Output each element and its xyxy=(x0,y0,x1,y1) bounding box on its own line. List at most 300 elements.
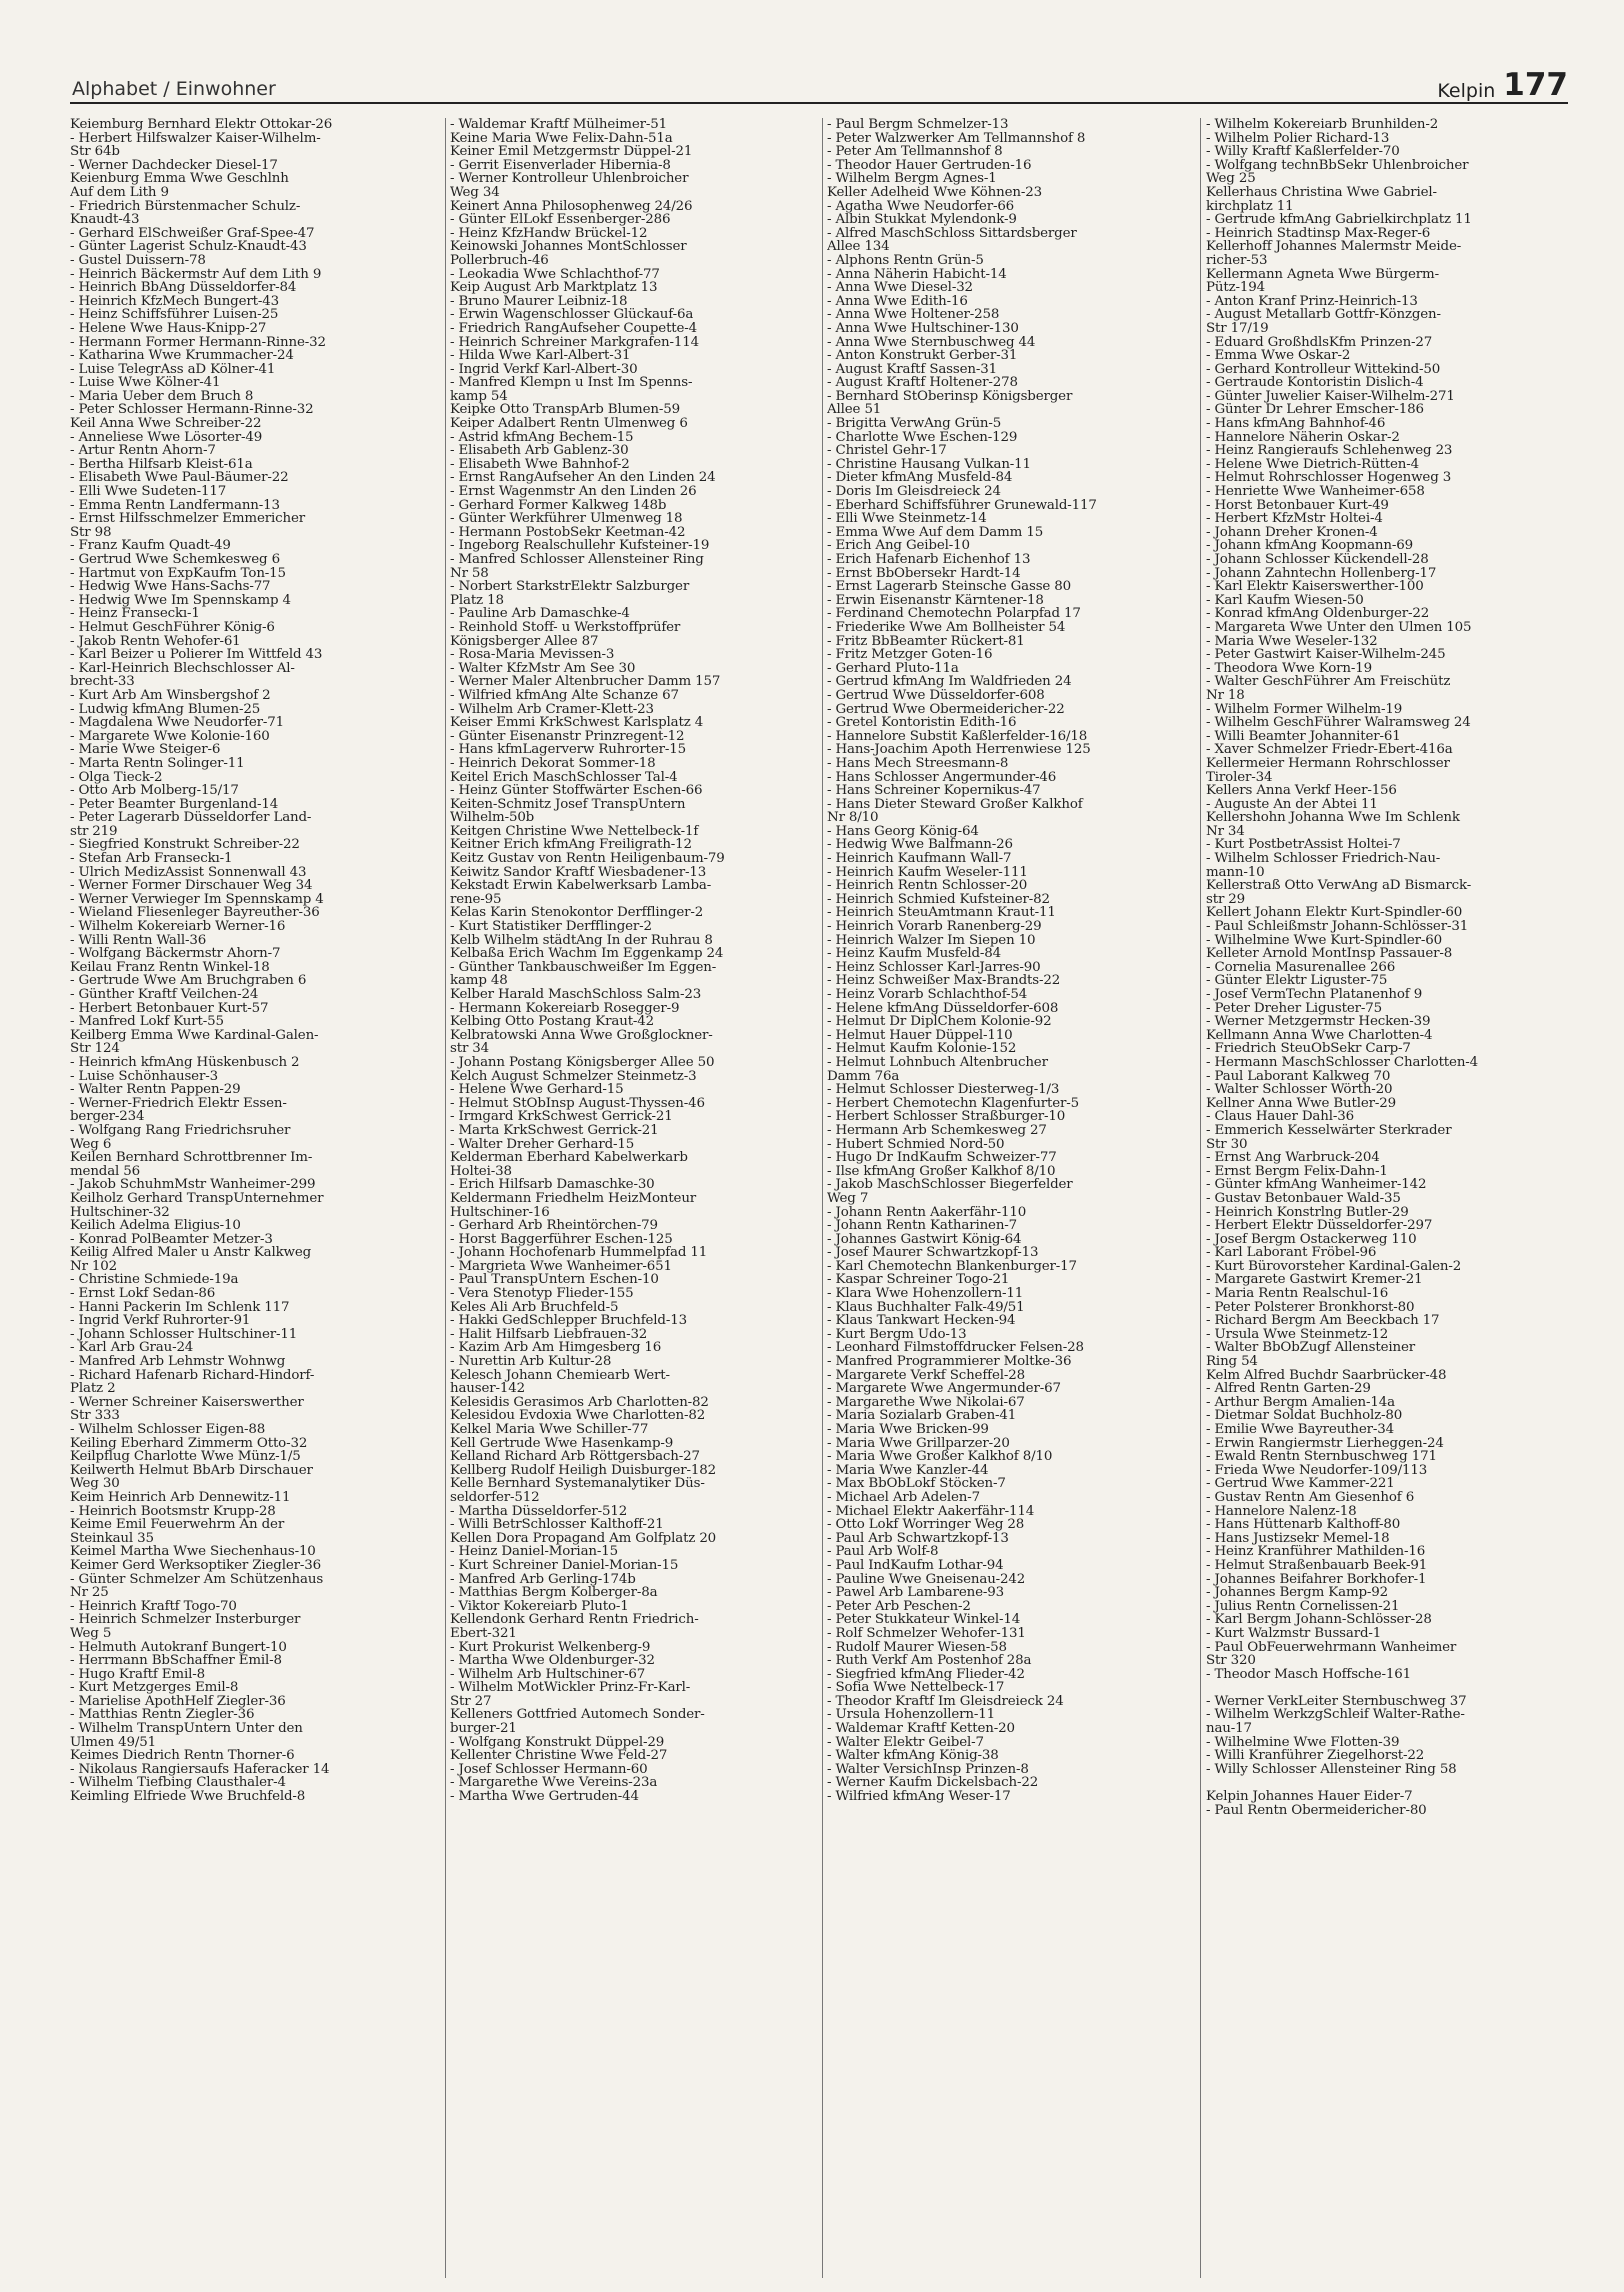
directory-entry: Keine Maria Wwe Felix-Dahn-51a xyxy=(450,131,673,146)
directory-entry: - Nurettin Arb Kultur-28 xyxy=(450,1355,612,1369)
directory-entry: - Heinrich KfzMech Bungert-43 xyxy=(70,294,279,309)
directory-entry: - Erwin Rangiermstr Lierheggen-24 xyxy=(1206,1436,1444,1451)
directory-entry: - Julius Rentn Cornelissen-21 xyxy=(1206,1599,1400,1614)
directory-entry: - Bertha Hilfsarb Kleist-61a xyxy=(70,457,253,472)
directory-entry: Str 333 xyxy=(70,1409,120,1423)
directory-entry: kamp 54 xyxy=(450,389,508,404)
directory-entry: - Elli Wwe Steinmetz-14 xyxy=(827,512,987,526)
directory-entry: - Maria Sozialarb Graben-41 xyxy=(827,1409,1017,1423)
directory-entry: rene-95 xyxy=(450,892,502,907)
directory-entry: - Werner-Friedrich Elektr Essen- xyxy=(70,1096,287,1111)
directory-entry: - Karl Elektr Kaiserswerther-100 xyxy=(1206,580,1424,594)
directory-entry: Allee 134 xyxy=(827,240,890,254)
directory-entry: - Stefan Arb Franseckı-1 xyxy=(70,852,233,866)
directory-entry: - Xaver Schmelzer Friedr-Ebert-416a xyxy=(1206,743,1453,757)
directory-entry: - Wilfried kfmAng Weser-17 xyxy=(827,1790,1011,1804)
directory-entry: - Ernst RangAufseher An den Linden 24 xyxy=(450,471,716,486)
directory-entry: - Elli Wwe Sudeten-117 xyxy=(70,485,227,499)
directory-entry: - Ursula Wwe Steinmetz-12 xyxy=(1206,1327,1389,1342)
directory-entry: - Karl Arb Grau-24 xyxy=(70,1341,194,1356)
directory-entry: - Ernst Lagerarb Steinsche Gasse 80 xyxy=(827,580,1072,594)
directory-entry: - Ingrid Verkf Ruhrorter-91 xyxy=(70,1314,251,1328)
directory-entry: - Waldemar Kraftf Mülheimer-51 xyxy=(450,118,667,132)
directory-entry: - Ingrid Verkf Karl-Albert-30 xyxy=(450,362,638,377)
directory-entry: - Wieland Fliesenleger Bayreuther-36 xyxy=(70,906,320,921)
directory-entry: Tiroler-34 xyxy=(1206,770,1273,785)
directory-entry: - Hans Mech Streesmann-8 xyxy=(827,756,1009,771)
directory-entry: - Hannelore Substit Kaßlerfelder-16/18 xyxy=(827,729,1088,744)
directory-entry: Ebert-321 xyxy=(450,1626,517,1641)
directory-entry: Kelesidis Gerasimos Arb Charlotten-82 xyxy=(450,1395,709,1410)
directory-entry: Kellershohn Johanna Wwe Im Schlenk xyxy=(1206,811,1460,825)
directory-entry: - Hartmut von ExpKaufm Ton-15 xyxy=(70,566,286,581)
directory-entry: seldorfer-512 xyxy=(450,1490,540,1505)
section-title: Alphabet / Einwohner xyxy=(72,78,276,100)
directory-entry: - Kurt Bürovorsteher Kardinal-Galen-2 xyxy=(1206,1259,1462,1274)
directory-entry: - Werner Kaufm Dickelsbach-22 xyxy=(827,1776,1039,1791)
directory-entry: - Kaspar Schreiner Togo-21 xyxy=(827,1273,1010,1288)
directory-entry: - Erich Ang Geibel-10 xyxy=(827,539,970,553)
directory-entry: Kellermeier Hermann Rohrschlosser xyxy=(1206,756,1450,771)
directory-entry: - Herbert Betonbauer Kurt-57 xyxy=(70,1001,269,1016)
directory-entry: - Elisabeth Wwe Bahnhof-2 xyxy=(450,457,630,472)
column-4 xyxy=(1206,118,1568,2278)
directory-entry: - Leonhard Filmstoffdrucker Felsen-28 xyxy=(827,1341,1084,1356)
directory-entry: - Arthur Bergm Amalien-14a xyxy=(1206,1395,1395,1410)
directory-entry: - Michael Arb Adelen-7 xyxy=(827,1490,980,1505)
directory-entry: - Otto Arb Molberg-15/17 xyxy=(70,784,239,798)
directory-entry: - Hanni Packerin Im Schlenk 117 xyxy=(70,1300,290,1315)
directory-entry: - Fritz BbBeamter Rückert-81 xyxy=(827,634,1025,649)
directory-entry: - Johann Postang Königsberger Allee 50 xyxy=(450,1055,715,1070)
directory-entry: - Herbert Schlosser Straßburger-10 xyxy=(827,1110,1066,1124)
directory-entry: - Heinrich SteuAmtmann Kraut-11 xyxy=(827,906,1056,921)
directory-entry: - Herbert Hilfswalzer Kaiser-Wilhelm- xyxy=(70,131,321,146)
directory-entry: Steinkaul 35 xyxy=(70,1531,154,1546)
directory-entry: - Hans-Joachim Apoth Herrenwiese 125 xyxy=(827,743,1091,757)
directory-entry: Str 30 xyxy=(1206,1137,1248,1152)
directory-entry: - Max BbObLokf Stöcken-7 xyxy=(827,1477,1006,1491)
directory-entry: - Matthias Rentn Ziegler-36 xyxy=(70,1708,255,1723)
directory-entry: - Luise TelegrAss aD Kölner-41 xyxy=(70,362,276,377)
directory-entry: - Heinz Günter Stoffwärter Eschen-66 xyxy=(450,784,703,798)
directory-entry: Kellermann Agneta Wwe Bürgerm- xyxy=(1206,267,1439,282)
directory-entry: - Johann Rentn Aakerfähr-110 xyxy=(827,1205,1027,1220)
directory-entry: - Peter Beamter Burgenland-14 xyxy=(70,797,279,812)
directory-entry: mann-10 xyxy=(1206,865,1265,880)
directory-entry: - Heinz Kranführer Mathilden-16 xyxy=(1206,1545,1426,1559)
directory-entry: - Kurt Walzmstr Bussard-1 xyxy=(1206,1626,1382,1641)
directory-entry: Keinowski Johannes MontSchlosser xyxy=(450,240,687,254)
directory-entry: - Peter Lagerarb Düsseldorfer Land- xyxy=(70,811,312,825)
directory-entry: - Ernst Hilfsschmelzer Emmericher xyxy=(70,512,305,526)
directory-entry: - Wolfgang technBbSekr Uhlenbroicher xyxy=(1206,158,1469,173)
directory-entry: - Peter Polsterer Bronkhorst-80 xyxy=(1206,1300,1415,1315)
directory-entry: - Alphons Rentn Grün-5 xyxy=(827,253,984,268)
directory-entry: Wilhelm-50b xyxy=(450,811,535,825)
directory-entry: - Walter Dreher Gerhard-15 xyxy=(450,1137,635,1152)
directory-entry: - Josef VermTechn Platanenhof 9 xyxy=(1206,988,1423,1002)
directory-entry: - Anneliese Wwe Lösorter-49 xyxy=(70,430,263,445)
directory-entry: - Helmut Dr DiplChem Kolonie-92 xyxy=(827,1015,1052,1029)
directory-entry: Kelas Karin Stenokontor Derfflinger-2 xyxy=(450,906,704,921)
directory-entry: - August Kraftf Holtener-278 xyxy=(827,376,1018,390)
directory-entry: Keitz Gustav von Rentn Heiligenbaum-79 xyxy=(450,852,725,866)
directory-entry: Str 64b xyxy=(70,145,120,159)
directory-entry: - Helmut Rohrschlosser Hogenweg 3 xyxy=(1206,471,1452,486)
directory-entry: - Günter Dr Lehrer Emscher-186 xyxy=(1206,403,1424,418)
directory-entry: - Helmut Lohnbuch Altenbrucher xyxy=(827,1055,1048,1070)
directory-entry: - Karl Beizer u Polierer Im Wittfeld 43 xyxy=(70,648,323,662)
directory-entry: - Günter Schmelzer Am Schützenhaus xyxy=(70,1572,324,1587)
directory-entry: - Margarethe Wwe Vereins-23a xyxy=(450,1776,658,1791)
directory-entry: Keilwerth Helmut BbArb Dirschauer xyxy=(70,1463,313,1478)
directory-entry: - Heinz Schweißer Max-Brandts-22 xyxy=(827,974,1061,988)
directory-entry: - Heinrich Walzer Im Siepen 10 xyxy=(827,933,1036,948)
directory-entry: Keitner Erich kfmAng Freiligrath-12 xyxy=(450,838,692,853)
directory-entry: - Theodor Masch Hoffsche-161 xyxy=(1206,1667,1412,1682)
directory-entry: - Herbert KfzMstr Holtei-4 xyxy=(1206,512,1383,526)
directory-entry: - Wilhelm Schlosser Friedrich-Nau- xyxy=(1206,852,1441,866)
directory-entry: - Ernst Ang Warbruck-204 xyxy=(1206,1151,1380,1165)
directory-entry: - Willy Kraftf Kaßlerfelder-70 xyxy=(1206,145,1400,159)
directory-entry: - Anna Wwe Sternbuschweg 44 xyxy=(827,335,1036,350)
directory-entry: - Maria Wwe Großer Kalkhof 8/10 xyxy=(827,1450,1053,1464)
directory-entry: - Günter kfmAng Wanheimer-142 xyxy=(1206,1178,1427,1192)
directory-entry: - Marie Wwe Steiger-6 xyxy=(70,743,221,757)
directory-entry: Damm 76a xyxy=(827,1069,900,1084)
directory-entry: - Kurt Statistiker Derfflinger-2 xyxy=(450,920,652,934)
directory-entry: Kelch August Schmelzer Steinmetz-3 xyxy=(450,1069,697,1084)
directory-entry: - Willi Beamter Johanniter-61 xyxy=(1206,729,1401,744)
directory-entry: - Willi Kranführer Ziegelhorst-22 xyxy=(1206,1749,1425,1763)
directory-entry: - Martha Wwe Gertruden-44 xyxy=(450,1790,639,1804)
directory-entry: Kekstadt Erwin Kabelwerksarb Lamba- xyxy=(450,879,712,893)
directory-entry: - Heinrich Dekorat Sommer-18 xyxy=(450,756,656,771)
directory-entry: - Hans Schlosser Angermunder-46 xyxy=(827,770,1057,785)
directory-entry: - Werner Schreiner Kaiserswerther xyxy=(70,1395,304,1410)
directory-entry: - Wolfgang Rang Friedrichsruher xyxy=(70,1123,291,1138)
directory-entry: Keiemburg Bernhard Elektr Ottokar-26 xyxy=(70,118,333,132)
directory-entry: mendal 56 xyxy=(70,1164,141,1179)
directory-entry: - Erwin Eisenanstr Kärntener-18 xyxy=(827,593,1044,608)
directory-entry: - Hans Georg König-64 xyxy=(827,824,979,839)
directory-entry: - Werner Maler Altenbrucher Damm 157 xyxy=(450,675,721,689)
directory-entry: - Walter BbObZugf Allensteiner xyxy=(1206,1341,1415,1356)
directory-entry: - Karl-Heinrich Blechschlosser Al- xyxy=(70,661,295,676)
directory-entry: - Peter Stukkateur Winkel-14 xyxy=(827,1613,1021,1627)
directory-entry: - Wilhelm Former Wilhelm-19 xyxy=(1206,702,1403,717)
directory-entry: str 219 xyxy=(70,824,118,839)
directory-entry: - Paul Arb Schwartzkopf-13 xyxy=(827,1531,1009,1546)
directory-entry: - Gertrud Wwe Düsseldorfer-608 xyxy=(827,688,1045,703)
directory-entry: - Gerrit Eisenverlader Hibernia-8 xyxy=(450,158,671,173)
directory-entry: - Heinz Daniel-Morian-15 xyxy=(450,1545,618,1559)
directory-entry: - Helmut Hauer Düppel-110 xyxy=(827,1028,1013,1043)
directory-entry: - Helene kfmAng Düsseldorfer-608 xyxy=(827,1001,1059,1016)
directory-entry: - Bruno Maurer Leibniz-18 xyxy=(450,294,628,309)
directory-entry: - Hans Dieter Steward Großer Kalkhof xyxy=(827,797,1083,812)
directory-entry: Kellendonk Gerhard Rentn Friedrich- xyxy=(450,1613,699,1627)
directory-entry: - Dieter kfmAng Musfeld-84 xyxy=(827,471,1013,486)
directory-entry: - Maria Wwe Grillparzer-20 xyxy=(827,1436,1010,1451)
directory-entry: - Astrid kfmAng Bechem-15 xyxy=(450,430,634,445)
directory-entry: - Hermann PostobSekr Keetman-42 xyxy=(450,525,686,540)
directory-entry: - Werner Dachdecker Diesel-17 xyxy=(70,158,278,173)
directory-entry: - Norbert StarkstrElektr Salzburger xyxy=(450,580,690,594)
directory-entry: - Christine Schmiede-19a xyxy=(70,1273,239,1288)
directory-entry: Kelle Bernhard Systemanalytiker Düs- xyxy=(450,1477,705,1491)
directory-entry: Str 98 xyxy=(70,525,112,540)
directory-entry: - Helmut GeschFührer König-6 xyxy=(70,620,275,635)
directory-entry: - Helmut Straßenbauarb Beek-91 xyxy=(1206,1558,1428,1573)
directory-entry: - Olga Tieck-2 xyxy=(70,770,163,785)
directory-entry: - Wilhelm Bergm Agnes-1 xyxy=(827,172,997,186)
directory-entry: - Manfred Programmierer Moltke-36 xyxy=(827,1355,1072,1369)
directory-entry: - Martha Wwe Oldenburger-32 xyxy=(450,1654,655,1668)
directory-entry: Allee 51 xyxy=(827,403,882,418)
directory-entry: - Michael Elektr Aakerfähr-114 xyxy=(827,1504,1035,1519)
directory-entry: - Gustav Betonbauer Wald-35 xyxy=(1206,1191,1401,1206)
directory-entry: - Helene Wwe Dietrich-Rütten-4 xyxy=(1206,457,1420,472)
directory-entry: kamp 48 xyxy=(450,974,508,988)
directory-entry: Kelesch Johann Chemiearb Wert- xyxy=(450,1368,670,1383)
directory-entry: - Albin Stukkat Mylendonk-9 xyxy=(827,213,1017,227)
directory-entry: str 29 xyxy=(1206,892,1246,907)
directory-entry: Platz 2 xyxy=(70,1382,116,1396)
directory-entry: - Friedrich Bürstenmacher Schulz- xyxy=(70,199,301,214)
directory-entry: - Johannes Beifahrer Borkhofer-1 xyxy=(1206,1572,1427,1587)
directory-entry: Weg 6 xyxy=(70,1137,112,1152)
directory-entry: - Manfred Lokf Kurt-55 xyxy=(70,1015,224,1029)
directory-entry: - Margarete Gastwirt Kremer-21 xyxy=(1206,1273,1423,1288)
directory-entry: - Hans kfmLagerverw Ruhrorter-15 xyxy=(450,743,687,757)
directory-entry: - Willy Schlosser Allensteiner Ring 58 xyxy=(1206,1762,1457,1777)
directory-entry: Weg 7 xyxy=(827,1191,869,1206)
directory-entry: - Heinrich Rentn Schlosser-20 xyxy=(827,879,1028,893)
directory-entry: - Emma Wwe Auf dem Damm 15 xyxy=(827,525,1044,540)
directory-entry: - Walter VersichInsp Prinzen-8 xyxy=(827,1762,1029,1777)
directory-entry: Kellen Dora Propagand Am Golfplatz 20 xyxy=(450,1531,717,1546)
directory-entry: - Gustav Rentn Am Giesenhof 6 xyxy=(1206,1490,1415,1505)
directory-entry: - Heinz Schlosser Karl-Jarres-90 xyxy=(827,960,1041,975)
directory-entry: - Christine Hausang Vulkan-11 xyxy=(827,457,1031,472)
directory-entry: Kellerstraß Otto VerwAng aD Bismarck- xyxy=(1206,879,1472,893)
directory-entry: - Anna Wwe Diesel-32 xyxy=(827,281,973,295)
directory-entry: - Wilhelm GeschFührer Walramsweg 24 xyxy=(1206,716,1471,730)
directory-entry: - Gertraude Kontoristin Dislich-4 xyxy=(1206,376,1424,390)
directory-entry: - Ulrich MedizAssist Sonnenwall 43 xyxy=(70,865,307,880)
directory-entry: Nr 58 xyxy=(450,566,489,581)
directory-entry: - Helene Wwe Haus-Knipp-27 xyxy=(70,321,267,336)
directory-entry: - Klaus Tankwart Hecken-94 xyxy=(827,1314,1016,1328)
directory-entry: Keles Ali Arb Bruchfeld-5 xyxy=(450,1300,619,1315)
directory-entry: Keienburg Emma Wwe Geschlnh xyxy=(70,172,289,186)
directory-entry: - Theodor Hauer Gertruden-16 xyxy=(827,158,1032,173)
directory-entry: - Pawel Arb Lambarene-93 xyxy=(827,1586,1004,1600)
directory-entry: - Emmerich Kesselwärter Sterkrader xyxy=(1206,1123,1452,1138)
directory-entry: - Margrieta Wwe Wanheimer-651 xyxy=(450,1259,672,1274)
directory-entry: - Helmut StObInsp August-Thyssen-46 xyxy=(450,1096,705,1111)
directory-entry: Auf dem Lith 9 xyxy=(70,185,169,200)
directory-entry: - Heinrich Schreiner Markgrafen-114 xyxy=(450,335,699,350)
directory-entry: - Heinrich Kraftf Togo-70 xyxy=(70,1599,237,1614)
directory-entry: Weg 5 xyxy=(70,1626,112,1641)
directory-entry: Kelm Alfred Buchdr Saarbrücker-48 xyxy=(1206,1368,1447,1383)
directory-entry: - Siegfried kfmAng Flieder-42 xyxy=(827,1667,1025,1682)
directory-entry: - Elisabeth Arb Gablenz-30 xyxy=(450,444,629,458)
directory-entry: Kellmann Anna Wwe Charlotten-4 xyxy=(1206,1028,1433,1043)
directory-entry: Str 124 xyxy=(70,1042,120,1056)
directory-entry: - Kurt Arb Am Winsbergshof 2 xyxy=(70,688,271,703)
directory-entry: - Gustel Duissern-78 xyxy=(70,253,206,268)
directory-entry: - Johann Schlosser Kückendell-28 xyxy=(1206,553,1429,567)
directory-entry: - Willi BetrSchlosser Kalthoff-21 xyxy=(450,1518,664,1532)
directory-entry: - Waldemar Kraftf Ketten-20 xyxy=(827,1722,1015,1736)
directory-entry: Ring 54 xyxy=(1206,1355,1258,1369)
directory-entry: - Marta Rentn Solinger-11 xyxy=(70,756,245,771)
directory-entry: - Walter Elektr Geibel-7 xyxy=(827,1735,984,1750)
directory-entry: - Ernst Wagenmstr An den Linden 26 xyxy=(450,485,697,499)
directory-entry: - Werner Verwieger Im Spennskamp 4 xyxy=(70,892,324,907)
directory-entry: - Wilhelm Schlosser Eigen-88 xyxy=(70,1423,266,1437)
directory-entry: - Heinz Franseckı-1 xyxy=(70,607,200,621)
directory-entry: - Marielise ApothHelf Ziegler-36 xyxy=(70,1694,286,1709)
directory-entry: - Artur Rentn Ahorn-7 xyxy=(70,444,216,458)
directory-entry: - Alfred Rentn Garten-29 xyxy=(1206,1382,1371,1396)
directory-entry: - Wilhelm MotWickler Prinz-Fr-Karl- xyxy=(450,1681,691,1695)
directory-entry: nau-17 xyxy=(1206,1722,1252,1736)
directory-entry: Keip August Arb Marktplatz 13 xyxy=(450,281,658,295)
directory-entry: - Manfred Arb Lehmstr Wohnwg xyxy=(70,1355,286,1369)
header-right xyxy=(1437,68,1568,102)
directory-entry: - Heinz Kaufm Musfeld-84 xyxy=(827,947,1002,961)
directory-entry: - Johann kfmAng Koopmann-69 xyxy=(1206,539,1413,553)
directory-entry: - Ernst BbObersekr Hardt-14 xyxy=(827,566,1021,581)
directory-entry: - Johannes Bergm Kamp-92 xyxy=(1206,1586,1389,1600)
directory-entry: - Emma Rentn Landfermann-13 xyxy=(70,498,280,513)
directory-entry: - Otto Lokf Worringer Weg 28 xyxy=(827,1518,1025,1532)
directory-entry: Str 17/19 xyxy=(1206,321,1269,336)
directory-entry: Keil Anna Wwe Schreiber-22 xyxy=(70,417,262,431)
directory-entry: Keilig Alfred Maler u Anstr Kalkweg xyxy=(70,1246,312,1260)
directory-entry: Str 27 xyxy=(450,1694,492,1709)
directory-entry: - Paul IndKaufm Lothar-94 xyxy=(827,1558,1004,1573)
directory-entry: - Theodora Wwe Korn-19 xyxy=(1206,661,1372,676)
directory-entry: - Jakob MaschSchlosser Biegerfelder xyxy=(827,1178,1073,1192)
directory-entry: - Heinrich Konstrlng Butler-29 xyxy=(1206,1205,1409,1220)
directory-entry: - Günter Juwelier Kaiser-Wilhelm-271 xyxy=(1206,389,1455,404)
directory-entry: Nr 34 xyxy=(1206,824,1245,839)
directory-entry: - Friedrich RangAufseher Coupette-4 xyxy=(450,321,698,336)
directory-entry: - Rolf Schmelzer Wehofer-131 xyxy=(827,1626,1026,1641)
directory-entry: - Peter Schlosser Hermann-Rinne-32 xyxy=(70,403,314,418)
directory-entry: - Alfred MaschSchloss Sittardsberger xyxy=(827,226,1077,241)
directory-entry: - Josef Schlosser Hermann-60 xyxy=(450,1762,648,1777)
directory-entry: - Kurt Schreiner Daniel-Morian-15 xyxy=(450,1558,679,1573)
directory-entry: Nr 102 xyxy=(70,1259,118,1274)
directory-entry: - Kurt Prokurist Welkenberg-9 xyxy=(450,1640,651,1655)
directory-entry: Keilau Franz Rentn Winkel-18 xyxy=(70,960,270,975)
directory-entry: Keimer Gerd Werksoptiker Ziegler-36 xyxy=(70,1558,321,1573)
directory-entry: - Herrmann BbSchaffner Emil-8 xyxy=(70,1654,282,1668)
directory-entry: burger-21 xyxy=(450,1722,517,1736)
directory-entry: - Heinz KfzHandw Brückel-12 xyxy=(450,226,648,241)
directory-entry: - Siegfried Konstrukt Schreiber-22 xyxy=(70,838,300,853)
directory-entry: Nr 18 xyxy=(1206,688,1245,703)
page-number: 177 xyxy=(1503,67,1568,103)
directory-entry: - Günter ElLokf Essenberger-286 xyxy=(450,213,671,227)
directory-entry: - Paul Rentn Obermeidericher-80 xyxy=(1206,1803,1427,1818)
directory-entry: - Ferdinand Chemotechn Polarpfad 17 xyxy=(827,607,1081,621)
directory-entry: - Wilfried kfmAng Alte Schanze 67 xyxy=(450,688,679,703)
directory-entry: - Ilse kfmAng Großer Kalkhof 8/10 xyxy=(827,1164,1056,1179)
directory-entry: - Emma Wwe Oskar-2 xyxy=(1206,349,1351,363)
directory-entry: Keiten-Schmitz Josef TranspUntern xyxy=(450,797,686,812)
directory-entry: Kellberg Rudolf Heiligh Duisburger-182 xyxy=(450,1463,716,1478)
directory-entry: - Hedwig Wwe Hans-Sachs-77 xyxy=(70,580,271,594)
column-2 xyxy=(450,118,812,2278)
directory-entry: - Bernhard StOberinsp Königsberger xyxy=(827,389,1073,404)
directory-entry: - Hannelore Nalenz-18 xyxy=(1206,1504,1357,1519)
directory-entry: - Helmut Kaufm Kolonie-152 xyxy=(827,1042,1017,1056)
directory-entry: - Johannes Gastwirt König-64 xyxy=(827,1232,1022,1247)
directory-entry: - Magdalena Wwe Neudorfer-71 xyxy=(70,716,285,730)
directory-entry: - Gertrud kfmAng Im Waldfrieden 24 xyxy=(827,675,1072,689)
directory-entry: - Maria Wwe Bricken-99 xyxy=(827,1423,989,1437)
directory-entry: - Gerhard Former Kalkweg 148b xyxy=(450,498,667,513)
directory-entry: Keilpflug Charlotte Wwe Münz-1/5 xyxy=(70,1450,301,1464)
directory-entry: - Herbert Elektr Düsseldorfer-297 xyxy=(1206,1219,1433,1233)
directory-entry: - Paul Laborant Kalkweg 70 xyxy=(1206,1069,1391,1084)
directory-entry: Kellers Anna Verkf Heer-156 xyxy=(1206,784,1397,798)
directory-entry: - Konrad PolBeamter Metzer-3 xyxy=(70,1232,273,1247)
directory-entry: - Heinz Rangieraufs Schlehenweg 23 xyxy=(1206,444,1453,458)
directory-entry: - Paul Bergm Schmelzer-13 xyxy=(827,118,1009,132)
directory-entry: - Gerhard Pluto-11a xyxy=(827,661,959,676)
directory-entry: Kelb Wilhelm städtAng In der Ruhrau 8 xyxy=(450,933,713,948)
directory-entry: - Wilhelmine Wwe Kurt-Spindler-60 xyxy=(1206,933,1442,948)
directory-entry: - Wilhelm WerkzgSchleif Walter-Rathe- xyxy=(1206,1708,1465,1723)
directory-entry: Str 320 xyxy=(1206,1654,1256,1668)
directory-entry: - Günter Elektr Liguster-75 xyxy=(1206,974,1388,988)
directory-entry: - Heinrich Kaufmann Wall-7 xyxy=(827,852,1012,866)
directory-entry: - Gerhard Kontrolleur Wittekind-50 xyxy=(1206,362,1441,377)
directory-entry: - Werner Kontrolleur Uhlenbroicher xyxy=(450,172,689,186)
directory-entry: - Helene Wwe Gerhard-15 xyxy=(450,1083,624,1097)
directory-entry: - Kurt PostbetrAssist Holtei-7 xyxy=(1206,838,1401,853)
directory-entry: - Heinz Vorarb Schlachthof-54 xyxy=(827,988,1028,1002)
directory-entry: - Peter Am Tellmannshof 8 xyxy=(827,145,1003,159)
directory-entry: - Ernst Lokf Sedan-86 xyxy=(70,1287,216,1301)
directory-entry xyxy=(1206,1681,1568,1695)
column-3 xyxy=(827,118,1189,2278)
directory-entry: - Konrad kfmAng Oldenburger-22 xyxy=(1206,607,1430,621)
directory-entry: Weg 25 xyxy=(1206,172,1256,186)
column-1 xyxy=(70,118,432,2278)
directory-entry: - Paul Arb Wolf-8 xyxy=(827,1545,939,1559)
directory-entry: - Sofia Wwe Nettelbeck-17 xyxy=(827,1681,1005,1695)
directory-entry: - Ewald Rentn Sternbuschweg 171 xyxy=(1206,1450,1437,1464)
directory-entry: - Ursula Hohenzollern-11 xyxy=(827,1708,995,1723)
directory-entry: Nr 25 xyxy=(70,1586,109,1600)
directory-entry: - Doris Im Gleisdreieck 24 xyxy=(827,485,1001,499)
directory-entry: - Heinrich Vorarb Ranenberg-29 xyxy=(827,920,1042,934)
directory-entry: - Gertrude Wwe Am Bruchgraben 6 xyxy=(70,974,307,988)
directory-entry: - Margareta Wwe Unter den Ulmen 105 xyxy=(1206,620,1472,635)
directory-entry: - Eberhard Schiffsführer Grunewald-117 xyxy=(827,498,1097,513)
directory-entry: - Cornelia Masurenallee 266 xyxy=(1206,960,1396,975)
